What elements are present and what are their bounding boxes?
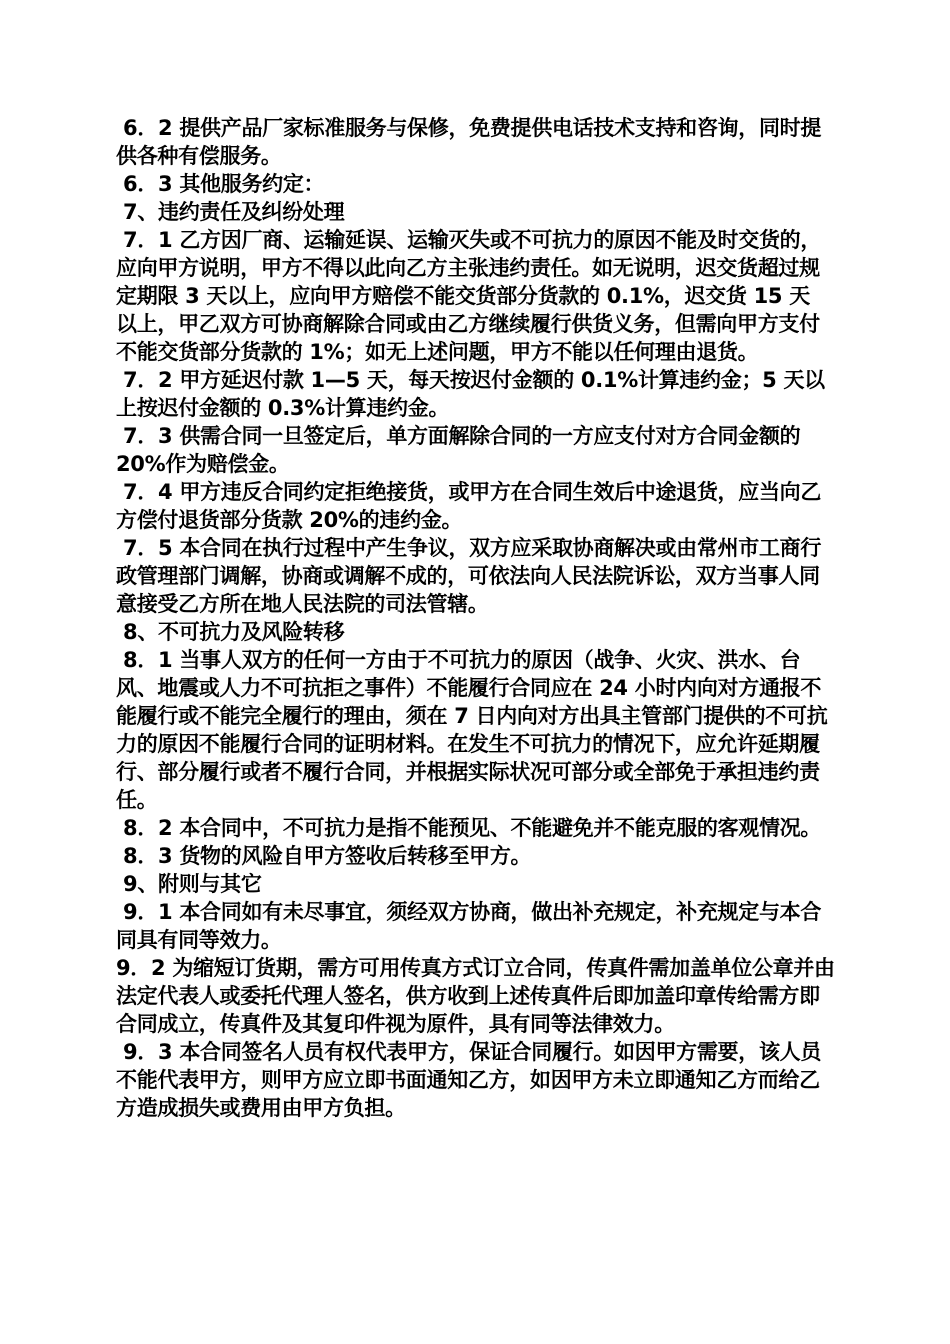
clause-8-2: 8．2 本合同中，不可抗力是指不能预见、不能避免并不能克服的客观情况。 bbox=[116, 816, 822, 840]
clause-7-2: 7．2 甲方延迟付款 1—5 天，每天按迟付金额的 0.1%计算违约金；5 天以上按迟付金额的 0.3%计算违约金。 bbox=[116, 368, 825, 420]
clause-6-3: 6．3 其他服务约定： bbox=[116, 172, 325, 196]
clause-7-1-continued: 以上，甲乙双方可协商解除合同或由乙方继续履行供货义务，但需向甲方支付不能交货部分货款的 1%；如无上述问题，甲方不能以任何理由退货。 bbox=[116, 312, 820, 364]
clause-9-2: 9．2 为缩短订货期，需方可用传真方式订立合同，传真件需加盖单位公章并由法定代表人或委托代理人签名，供方收到上述传真件后即加盖印章传给需方即合同成立，传真件及其复印件视为原件，具有同等法律效力。 bbox=[116, 956, 835, 1036]
contract-page bbox=[116, 114, 836, 1122]
section-8-heading: 8、不可抗力及风险转移 bbox=[116, 620, 345, 644]
clause-7-4: 7．4 甲方违反合同约定拒绝接货，或甲方在合同生效后中途退货，应当向乙方偿付退货部分货款 20%的违约金。 bbox=[116, 480, 822, 532]
clause-9-3: 9．3 本合同签名人员有权代表甲方，保证合同履行。如因甲方需要，该人员不能代表甲方，则甲方应立即书面通知乙方，如因甲方未立即通知乙方而给乙方造成损失或费用由甲方负担。 bbox=[116, 1040, 822, 1120]
section-7-heading: 7、违约责任及纠纷处理 bbox=[116, 200, 345, 224]
clause-6-2: 6．2 提供产品厂家标准服务与保修，免费提供电话技术支持和咨询，同时提供各种有偿服务。 bbox=[116, 116, 822, 168]
clause-7-3: 7．3 供需合同一旦签定后，单方面解除合同的一方应支付对方合同金额的 20%作为赔偿金。 bbox=[116, 424, 808, 476]
clause-8-3: 8．3 货物的风险自甲方签收后转移至甲方。 bbox=[116, 844, 532, 868]
clause-9-1: 9．1 本合同如有未尽事宜，须经双方协商，做出补充规定，补充规定与本合同具有同等效力。 bbox=[116, 900, 822, 952]
clause-7-5: 7．5 本合同在执行过程中产生争议，双方应采取协商解决或由常州市工商行政管理部门调解，协商或调解不成的，可依法向人民法院诉讼，双方当事人同意接受乙方所在地人民法院的司法管辖。 bbox=[116, 536, 822, 616]
clause-8-1: 8．1 当事人双方的任何一方由于不可抗力的原因（战争、火灾、洪水、台风、地震或人力不可抗拒之事件）不能履行合同应在 24 小时内向对方通报不能履行或不能完全履行的理由，须在 7 日内向对方出具主管部门提供的不可抗力的原因不能履行合同的证明材料。在发生不可抗力的情况下，应允许延期履行、部分履行或者不履行合同，并根据实际状况可部分或全部免于承担违约责任。 bbox=[116, 648, 828, 812]
clause-7-1: 7．1 乙方因厂商、运输延误、运输灭失或不可抗力的原因不能及时交货的，应向甲方说明，甲方不得以此向乙方主张违约责任。如无说明，迟交货超过规定期限 3 天以上，应向甲方赔偿不能交货部分货款的 0.1%，迟交货 15 天 bbox=[116, 228, 822, 308]
section-9-heading: 9、附则与其它 bbox=[116, 872, 262, 896]
